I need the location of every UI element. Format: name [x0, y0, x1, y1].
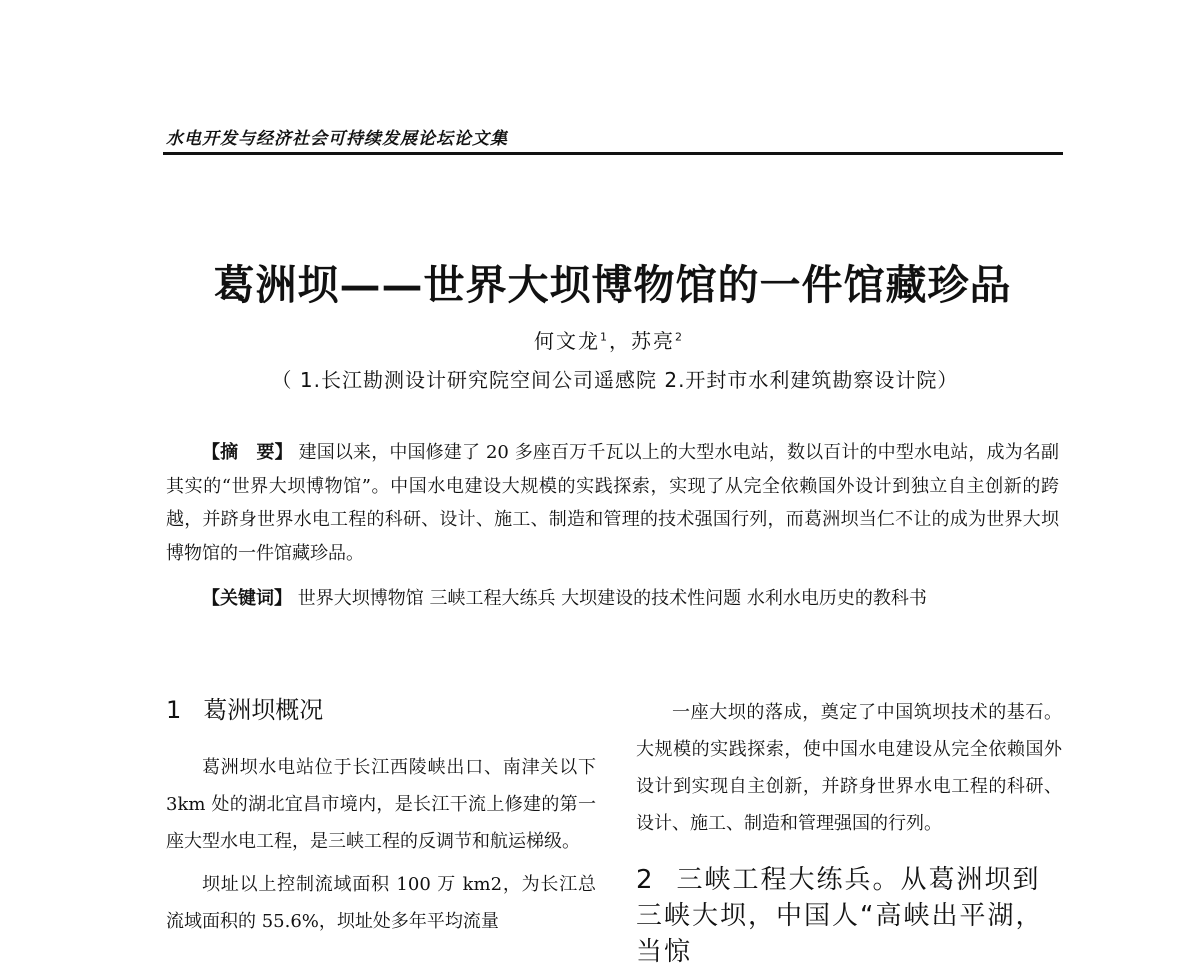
abstract-label: 【摘 要】 [202, 442, 293, 463]
author-affil-mark: 2 [675, 330, 684, 344]
author-separator: ， [609, 329, 631, 353]
section-title: 葛洲坝概况 [203, 696, 324, 724]
right-column [636, 694, 1062, 970]
keywords-text: 世界大坝博物馆 三峡工程大练兵 大坝建设的技术性问题 水利水电历史的教科书 [292, 588, 927, 609]
keywords-paragraph [166, 582, 1059, 616]
author-name: 何文龙 [534, 329, 600, 353]
author-name: 苏亮 [631, 329, 675, 353]
author-affil-mark: 1 [600, 330, 609, 344]
keywords-label: 【关键词】 [202, 588, 292, 609]
paper-title: 葛洲坝——世界大坝博物馆的一件馆藏珍品 [213, 261, 1012, 310]
body-paragraph: 葛洲坝水电站位于长江西陵峡出口、南津关以下 3km 处的湖北宜昌市境内，是长江干流上修建的第一座大型水电工程，是三峡工程的反调节和航运梯级。 [166, 757, 596, 852]
affiliation-line: （ 1.长江勘测设计研究院空间公司遥感院 2.开封市水利建筑勘察设计院） [271, 368, 959, 392]
section-2-heading [636, 862, 1062, 970]
section-title: 三峡工程大练兵。从葛洲坝到三峡大坝，中国人“高峡出平湖，当惊 [636, 865, 1044, 967]
body-paragraph: 坝址以上控制流域面积 100 万 km2，为长江总流域面积的 55.6%，坝址处多年平均流量 [166, 874, 596, 932]
section-number: 1 [166, 696, 182, 724]
running-head: 水电开发与经济社会可持续发展论坛论文集 [166, 129, 508, 149]
abstract-text: 建国以来，中国修建了 20 多座百万千瓦以上的大型水电站，数以百计的中型水电站，成为名副其实的“世界大坝博物馆”。中国水电建设大规模的实践探索，实现了从完全依赖国外设计到独立自主创新的跨越，并跻身世界水电工程的科研、设计、施工、制造和管理的技术强国行列，而葛洲坝当仁不让的成为世界大坝博物馆的一件馆藏珍品。 [166, 442, 1060, 564]
section-1-heading [166, 690, 596, 725]
abstract-paragraph [166, 436, 1059, 570]
body-paragraph: 一座大坝的落成，奠定了中国筑坝技术的基石。大规模的实践探索，使中国水电建设从完全依赖国外设计到实现自主创新，并跻身世界水电工程的科研、设计、施工、制造和管理强国的行列。 [636, 702, 1062, 834]
header-rule [163, 152, 1063, 155]
section-number: 2 [636, 865, 655, 895]
abstract-block [166, 436, 1059, 616]
author-line [0, 325, 1200, 354]
left-column [166, 690, 596, 940]
